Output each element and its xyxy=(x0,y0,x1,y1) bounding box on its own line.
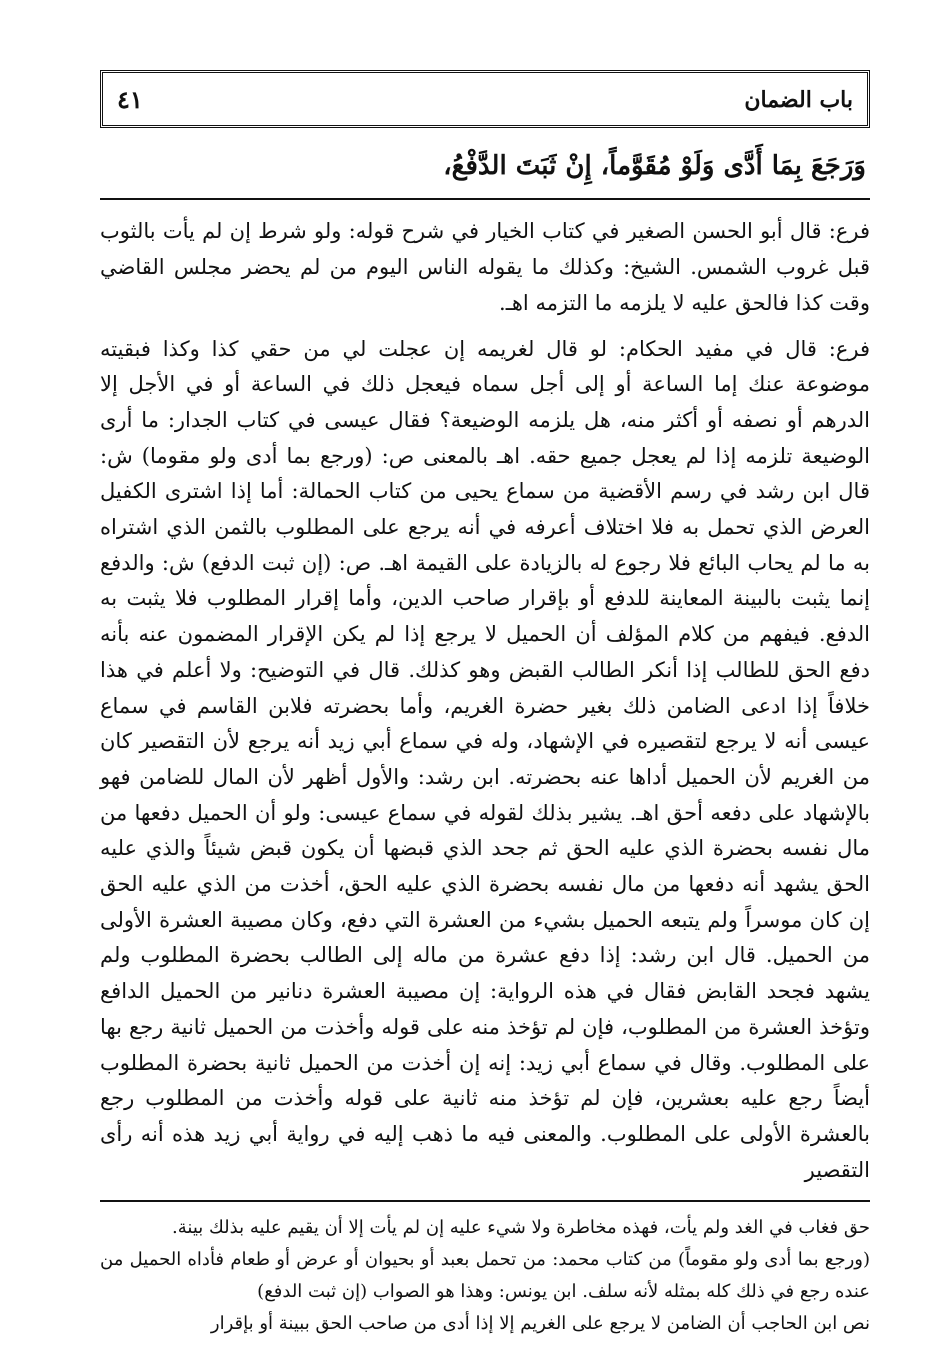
commentary-body xyxy=(100,214,870,1188)
footnote-line: نص ابن الحاجب أن الضامن لا يرجع على الغريم إلا إذا أدى من صاحب الحق ببينة أو بإقرار xyxy=(210,1313,870,1335)
matn-line: وَرَجَعَ بِمَا أَدَّى وَلَوْ مُقَوَّماً، إِنْ ثَبَتَ الدَّفْعُ، xyxy=(443,151,866,181)
chapter-title: باب الضمان xyxy=(744,87,853,113)
page-number: ٤١ xyxy=(117,85,143,114)
footnote-line: حق فغاب في الغد ولم يأت، فهذه مخاطرة ولا شيء عليه إن لم يأت إلا أن يقيم عليه بذلك بينة. xyxy=(172,1217,870,1239)
footnote-divider xyxy=(100,1200,870,1202)
footnotes xyxy=(100,1212,870,1340)
page xyxy=(100,70,870,1340)
footnote-line: (ورجع بما أدى ولو مقوماً) من كتاب محمد: من تحمل بعبد أو بحيوان أو عرض أو طعام فأداه الحميل من عنده رجع في ذلك كله بمثله لأنه سلف. ابن يونس: وهذا هو الصواب (إن ثبت الدفع) xyxy=(100,1249,870,1303)
page-header xyxy=(100,70,870,128)
paragraph: فرع: قال في مفيد الحكام: لو قال لغريمه إن عجلت لي من حقي كذا وكذا فبقيته موضوعة عنك إما الساعة أو إلى أجل سماه فيعجل ذلك في الساعة أو في الأجل إلا الدرهم أو نصفه أو أكثر منه، هل يلزمه الوضيعة؟ فقال عيسى في كتاب الجدار: ما أرى الوضيعة تلزمه إذا لم يعجل جميع حقه. اهـ بالمعنى ص: (ورجع بما أدى ولو مقوما) ش: قال ابن رشد في رسم الأقضية من سماع يحيى من كتاب الحمالة: أما إذا اشترى الكفيل العرض الذي تحمل به فلا اختلاف أعرفه في أنه يرجع على المطلوب بالثمن الذي اشتراه به ما لم يحاب البائع فلا رجوع له بالزيادة على القيمة اهـ. ص: (إن ثبت الدفع) ش: والدفع إنما يثبت بالبينة المعاينة للدفع أو بإقرار صاحب الدين، وأما إقرار المطلوب فلا يثبت به الدفع. فيفهم من كلام المؤلف أن الحميل لا يرجع إذا لم يكن الإقرار المضمون عنه بأنه دفع الحق للطالب إذا أنكر الطالب القبض وهو كذلك. قال في التوضيح: ولا أعلم في هذا خلافاً إذا ادعى الضامن ذلك بغير حضرة الغريم، وأما بحضرته فلابن القاسم في سماع عيسى أنه لا يرجع لتقصيره في الإشهاد، وله في سماع أبي زيد أنه يرجع لأن التقصير كان من الغريم لأن الحميل أداها عنه بحضرته. ابن رشد: والأول أظهر لأن المال للضامن فهو بالإشهاد على دفعه أحق اهـ. يشير بذلك لقوله في سماع عيسى: ولو أن الحميل دفعها من مال نفسه بحضرة الذي عليه الحق ثم جحد الذي قبضها أن يكون قبض شيئاً والذي عليه الحق يشهد أنه دفعها من مال نفسه بحضرة الذي عليه الحق، أخذت من الذي عليه الحق إن كان موسراً ولم يتبعه الحميل بشيء من العشرة التي دفع، وكان مصيبة العشرة الأولى من الحميل. قال ابن رشد: إذا دفع عشرة من ماله إلى الطالب بحضرة المطلوب ولم يشهد فجحد القابض فقال في هذه الرواية: إن مصيبة العشرة دنانير من الحميل الدافع وتؤخذ العشرة من المطلوب، فإن لم تؤخذ منه على قوله وأخذت من الحميل ثانية رجع بها على المطلوب. وقال في سماع أبي زيد: إنه إن أخذت من الحميل ثانية بحضرة المطلوب أيضاً رجع عليه بعشرين، فإن لم تؤخذ منه ثانية على قوله وأخذت من المطلوب رجع بالعشرة الأولى على المطلوب. والمعنى فيه ما ذهب إليه في رواية أبي زيد هذه أنه رأى التقصير xyxy=(100,336,871,1182)
paragraph: فرع: قال أبو الحسن الصغير في كتاب الخيار في شرح قوله: ولو شرط إن لم يأت بالثوب قبل غروب الشمس. الشيخ: وكذلك ما يقوله الناس اليوم من لم يحضر مجلس القاضي وقت كذا فالحق عليه لا يلزمه ما التزمه اهـ. xyxy=(100,219,870,315)
divider xyxy=(100,198,870,200)
